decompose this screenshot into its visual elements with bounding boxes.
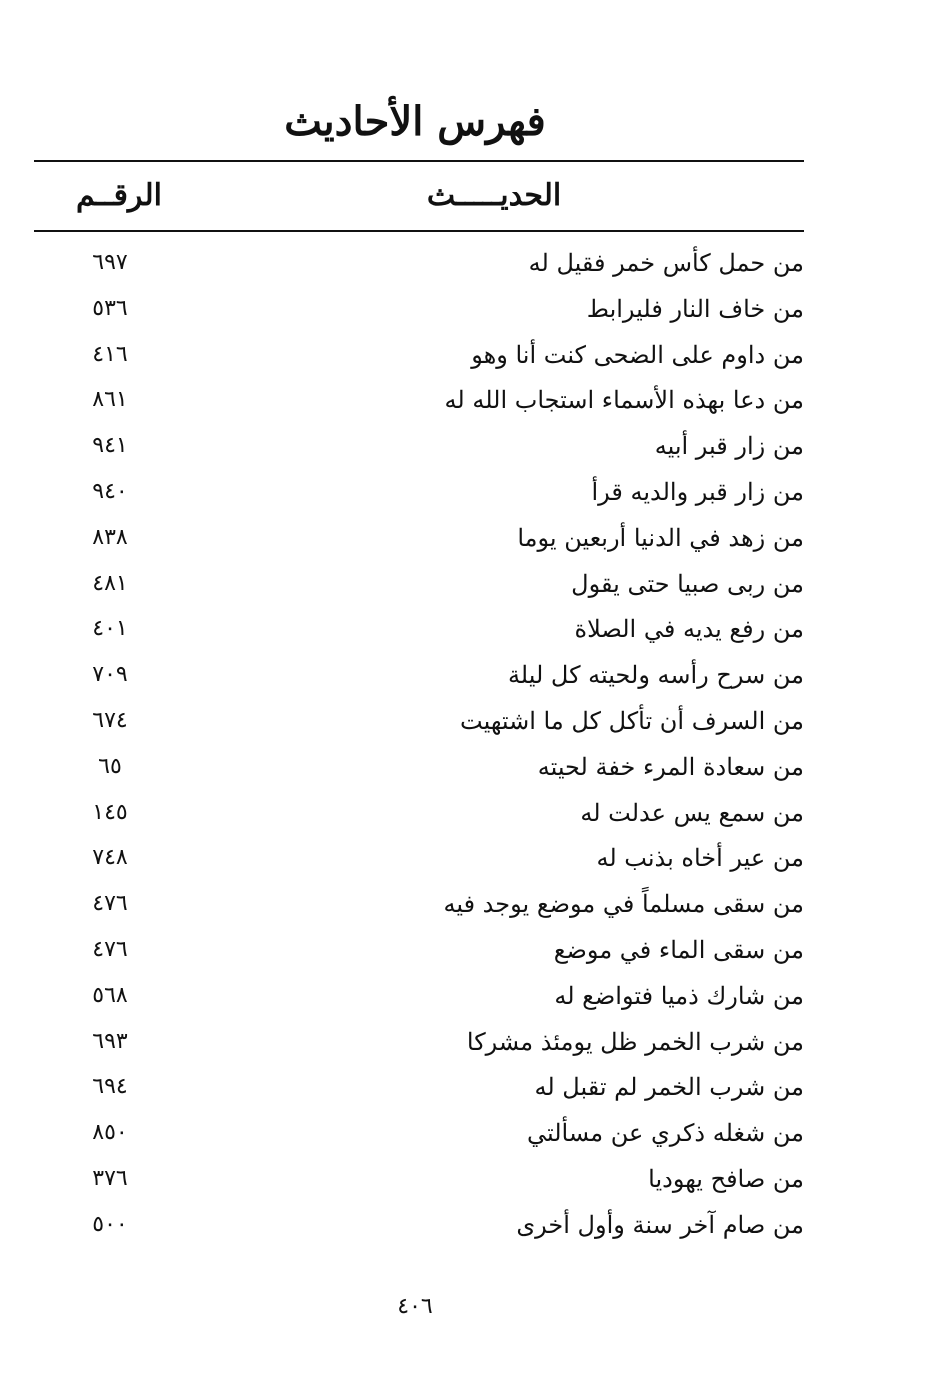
table-row [34, 332, 804, 378]
hadith-number: ٤٧٦ [92, 936, 128, 962]
table-row [34, 790, 804, 836]
hadith-text: من شارك ذميا فتواضع له [554, 981, 804, 1010]
page-title: فهرس الأحاديث [284, 98, 546, 145]
hadith-number: ٤١٦ [92, 341, 128, 367]
hadith-text: من دعا بهذه الأسماء استجاب الله له [444, 386, 804, 415]
hadith-number: ٦٧٤ [92, 707, 128, 733]
hadith-number: ٧٤٨ [92, 845, 128, 871]
hadith-number: ٨٣٨ [92, 524, 128, 550]
hadith-number: ٦٥ [98, 753, 122, 779]
table-row [34, 881, 804, 927]
header-bottom-rule [34, 230, 804, 232]
hadith-number: ٨٥٠ [92, 1120, 128, 1146]
table-row [34, 973, 804, 1019]
hadith-text: من خاف النار فليرابط [586, 294, 804, 323]
table-row [34, 1110, 804, 1156]
hadith-text: من سقى الماء في موضع [553, 935, 804, 964]
hadith-number: ٦٩٧ [92, 250, 128, 275]
hadith-number: ٧٠٩ [92, 662, 128, 688]
hadith-number: ١٤٥ [92, 799, 128, 825]
hadith-text: من عير أخاه بذنب له [596, 844, 804, 873]
hadith-number: ٩٤١ [92, 433, 128, 459]
hadith-number: ٥٠٠ [92, 1211, 128, 1237]
hadith-number: ٥٣٦ [92, 295, 128, 321]
table-row [34, 927, 804, 973]
hadith-text: من السرف أن تأكل كل ما اشتهيت [460, 706, 804, 735]
table-row [34, 1019, 804, 1065]
hadith-text: من سقى مسلماً في موضع يوجد فيه [443, 890, 804, 919]
table-row [34, 698, 804, 744]
hadith-text: من صافح يهوديا [648, 1164, 804, 1193]
hadith-text: من شغله ذكري عن مسألتي [526, 1119, 804, 1148]
header-number: الرقــم [76, 178, 162, 213]
hadith-text: من سرح رأسه ولحيته كل ليلة [507, 661, 804, 690]
table-row [34, 286, 804, 332]
table-row [34, 423, 804, 469]
table-row [34, 606, 804, 652]
hadith-number: ٣٧٦ [92, 1165, 128, 1191]
hadith-number: ٤٧٦ [92, 891, 128, 917]
hadith-number: ٤٨١ [92, 570, 128, 596]
table-row [34, 469, 804, 515]
hadith-text: من رفع يديه في الصلاة [574, 615, 804, 644]
header-top-rule [34, 160, 804, 162]
hadith-number: ٥٦٨ [92, 982, 128, 1008]
hadith-index-list [34, 240, 804, 1248]
table-row [34, 377, 804, 423]
hadith-number: ٩٤٠ [92, 478, 128, 504]
table-row [34, 561, 804, 607]
table-row [34, 744, 804, 790]
hadith-text: من سمع يس عدلت له [580, 798, 804, 827]
hadith-text: من زار قبر أبيه [654, 432, 804, 461]
page-number: ٤٠٦ [397, 1294, 433, 1319]
table-row [34, 240, 804, 286]
hadith-text: من سعادة المرء خفة لحيته [537, 752, 804, 781]
hadith-number: ٤٠١ [92, 616, 128, 642]
hadith-text: من صام آخر سنة وأول أخرى [516, 1210, 804, 1239]
hadith-text: من زار قبر والديه قرأ [591, 477, 804, 506]
hadith-number: ٨٦١ [92, 387, 128, 413]
hadith-text: من شرب الخمر ظل يومئذ مشركا [466, 1027, 804, 1056]
hadith-number: ٦٩٤ [92, 1074, 128, 1100]
table-row [34, 835, 804, 881]
hadith-text: من زهد في الدنيا أربعين يوما [517, 523, 804, 552]
table-row [34, 652, 804, 698]
hadith-text: من حمل كأس خمر فقيل له [528, 249, 804, 277]
hadith-text: من ربى صبيا حتى يقول [571, 569, 804, 598]
hadith-number: ٦٩٣ [92, 1028, 128, 1054]
table-row [34, 1064, 804, 1110]
table-row [34, 1156, 804, 1202]
hadith-text: من داوم على الضحى كنت أنا وهو [471, 340, 804, 369]
table-header [34, 168, 804, 224]
table-row [34, 1202, 804, 1248]
table-row [34, 515, 804, 561]
header-hadith: الحديـــــث [426, 178, 562, 213]
hadith-text: من شرب الخمر لم تقبل له [534, 1073, 804, 1102]
